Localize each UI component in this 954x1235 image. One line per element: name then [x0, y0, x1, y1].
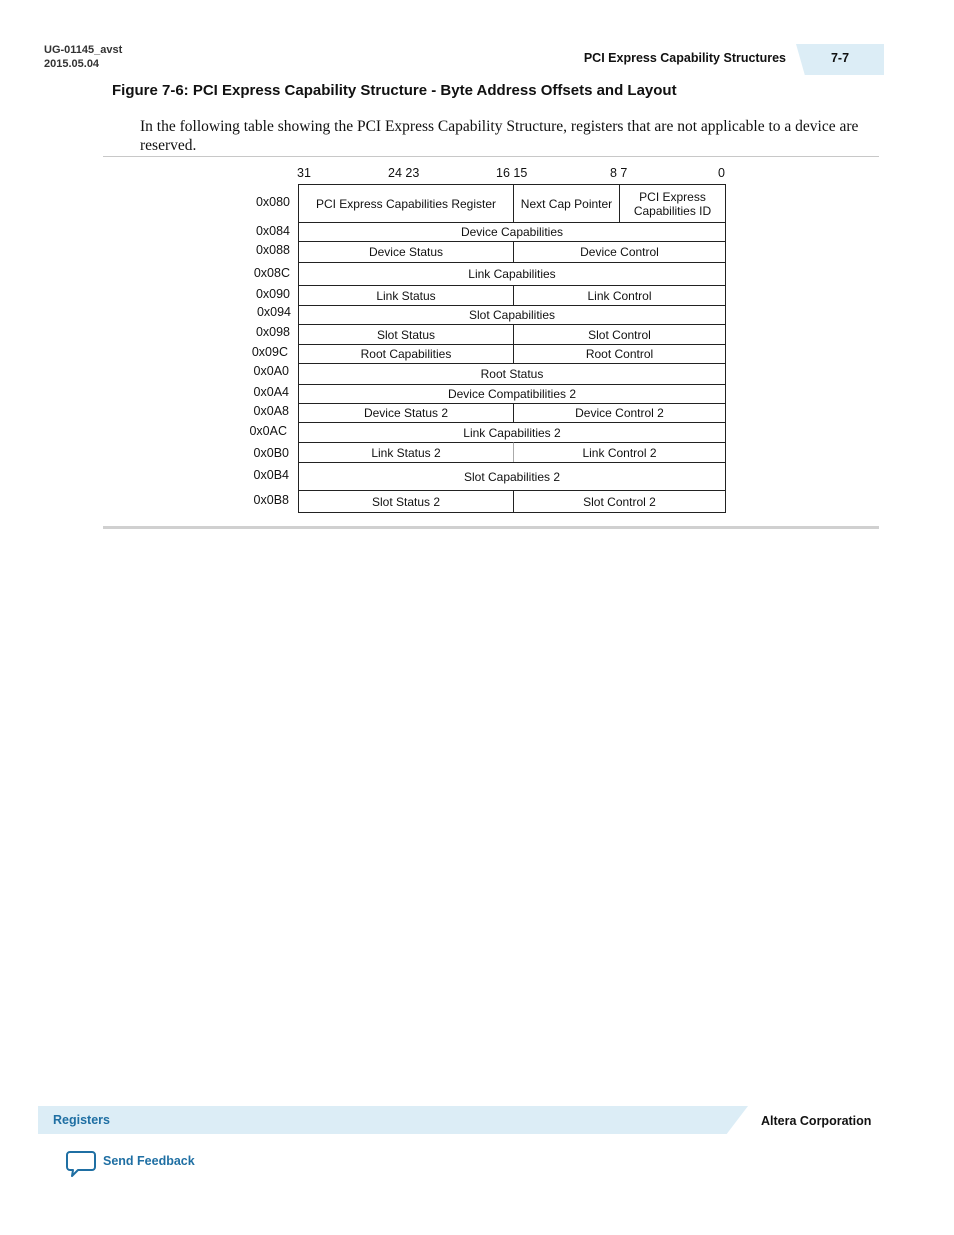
register-cell: Link Capabilities [298, 262, 726, 285]
register-cell: PCI Express Capabilities ID [619, 184, 726, 222]
register-cell: Slot Capabilities [298, 305, 726, 324]
top-divider [103, 156, 879, 157]
bit-label-31: 31 [297, 166, 311, 180]
figure-title: Figure 7-6: PCI Express Capability Structure - Byte Address Offsets and Layout [112, 82, 677, 99]
offset-label: 0x084 [255, 224, 290, 238]
document-id [44, 43, 122, 71]
register-cell: Root Control [513, 344, 726, 363]
register-cell: Link Capabilities 2 [298, 422, 726, 442]
bit-label-24-23: 24 23 [388, 166, 420, 180]
register-cell: Slot Status 2 [298, 490, 513, 513]
footer-section-link[interactable]: Registers [53, 1113, 110, 1127]
offset-label: 0x0B4 [253, 468, 289, 482]
intro-paragraph: In the following table showing the PCI Express Capability Structure, registers that are not applicable to a device are reserved. [140, 118, 859, 154]
footer-company: Altera Corporation [761, 1114, 872, 1128]
offset-label: 0x088 [255, 243, 290, 257]
register-cell: Device Status 2 [298, 403, 513, 422]
register-cell: Root Capabilities [298, 344, 513, 363]
register-cell: Device Control [513, 241, 726, 262]
offset-label: 0x08C [253, 266, 290, 280]
register-cell: Slot Status [298, 324, 513, 344]
bottom-divider [103, 526, 879, 529]
register-cell: Device Status [298, 241, 513, 262]
offset-label: 0x090 [255, 287, 290, 301]
register-cell: Device Control 2 [513, 403, 726, 422]
offset-label: 0x094 [256, 305, 291, 319]
register-cell: Link Control 2 [513, 442, 726, 462]
send-feedback-link[interactable]: Send Feedback [103, 1154, 195, 1168]
register-cell: PCI Express Capabilities Register [298, 184, 513, 222]
speech-bubble-icon[interactable] [66, 1150, 96, 1178]
register-cell: Device Capabilities [298, 222, 726, 241]
offset-label: 0x0A8 [253, 404, 289, 418]
offset-label: 0x0A4 [253, 385, 289, 399]
register-cell: Link Status [298, 285, 513, 305]
register-cell: Slot Control 2 [513, 490, 726, 513]
document-date: 2015.05.04 [44, 58, 100, 70]
register-cell: Slot Capabilities 2 [298, 462, 726, 490]
register-cell: Device Compatibilities 2 [298, 384, 726, 403]
register-cell: Slot Control [513, 324, 726, 344]
footer-band [38, 1106, 748, 1134]
header-section-title: PCI Express Capability Structures [583, 51, 786, 65]
offset-label: 0x0A0 [253, 364, 289, 378]
offset-label: 0x0B0 [253, 446, 289, 460]
register-cell: Next Cap Pointer [513, 184, 619, 222]
register-cell: Root Status [298, 363, 726, 384]
bit-label-0: 0 [718, 166, 725, 180]
register-cell: Link Status 2 [298, 442, 513, 462]
offset-label: 0x0B8 [253, 493, 289, 507]
page-number: 7-7 [830, 51, 850, 65]
offset-label: 0x098 [255, 325, 290, 339]
offset-label: 0x080 [255, 195, 290, 209]
document-id-code: UG-01145_avst [44, 44, 123, 56]
bit-label-16-15: 16 15 [496, 166, 528, 180]
offset-label: 0x0AC [249, 424, 287, 438]
offset-label: 0x09C [251, 345, 288, 359]
register-cell: Link Control [513, 285, 726, 305]
bit-label-8-7: 8 7 [610, 166, 628, 180]
